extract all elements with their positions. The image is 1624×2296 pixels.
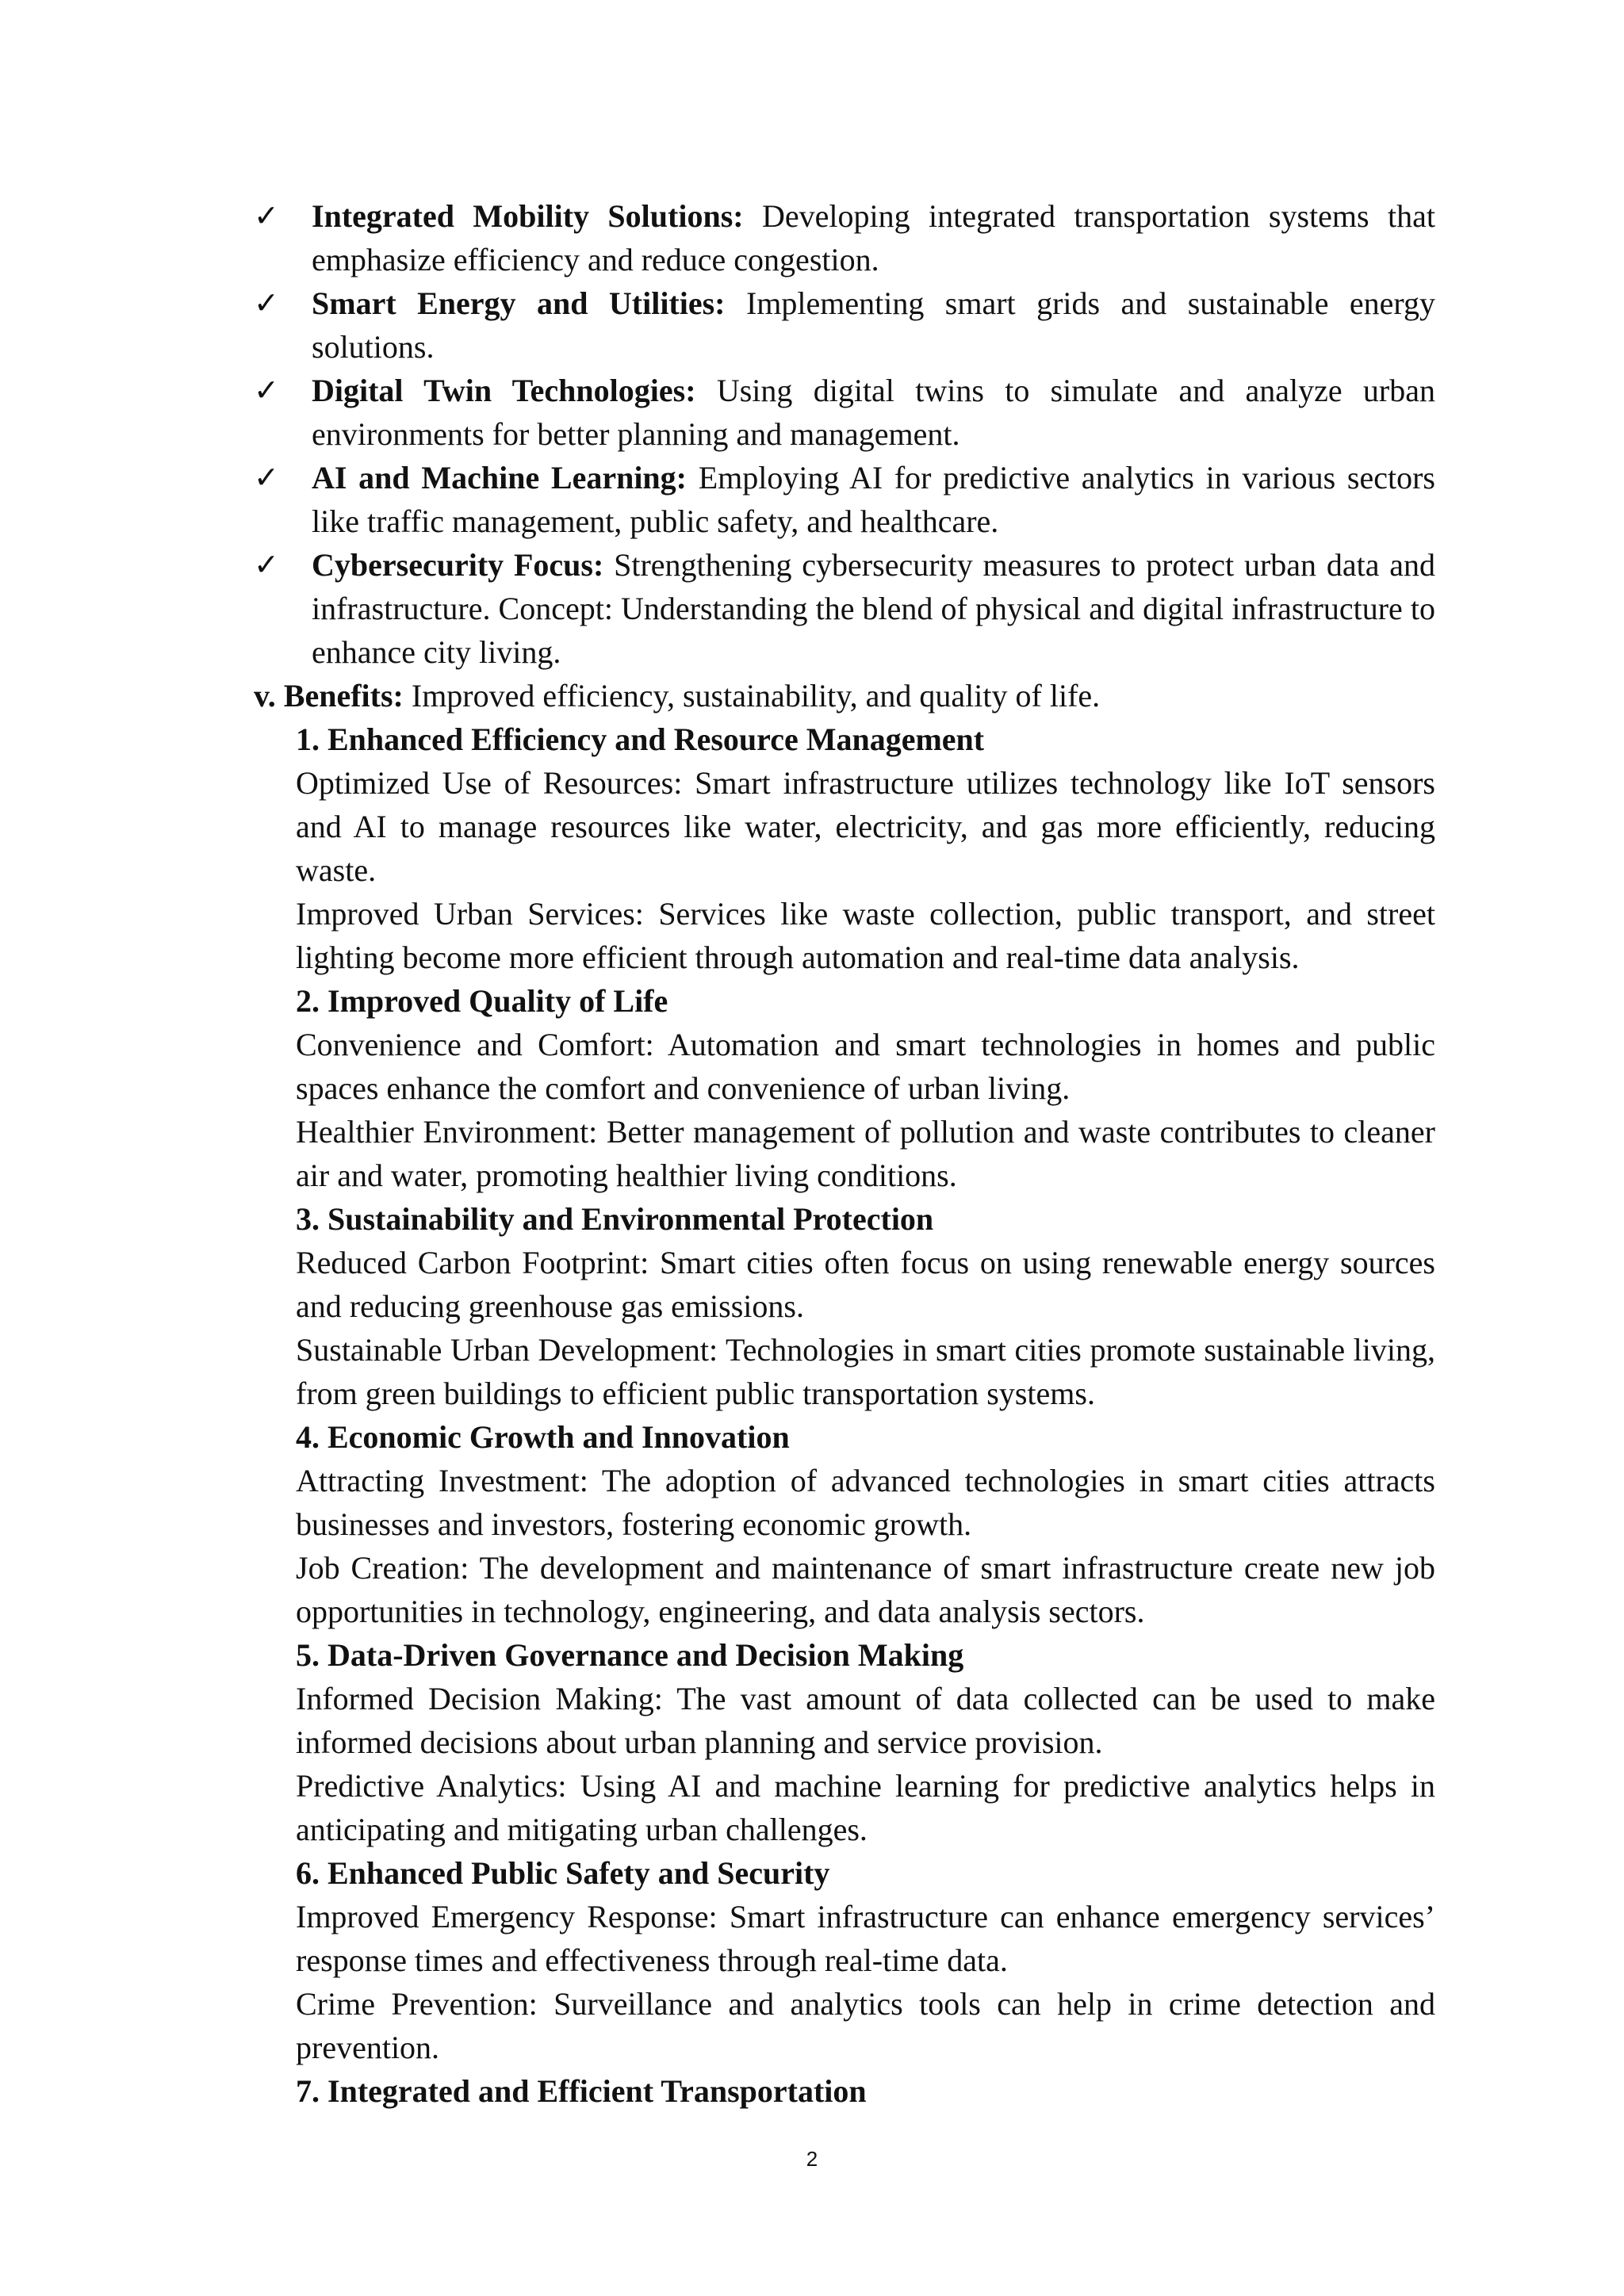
section-heading: 1. Enhanced Efficiency and Resource Management (296, 721, 985, 757)
section-paragraph: Optimized Use of Resources: Smart infrastructure utilizes technology like IoT sensors and AI to manage resources like water, electricity, and gas more efficiently, reducing waste. (296, 765, 1435, 888)
section-paragraph: Crime Prevention: Surveillance and analytics tools can help in crime detection and prevention. (296, 1986, 1435, 2065)
section (296, 1197, 1435, 1415)
section-paragraph: Informed Decision Making: The vast amount of data collected can be used to make informed decisions about urban planning and service provision. (296, 1681, 1435, 1760)
section-heading: 5. Data-Driven Governance and Decision Making (296, 1637, 964, 1673)
section (296, 1415, 1435, 1633)
checklist-item-title: Digital Twin Technologies: (312, 373, 696, 408)
section-paragraph: Improved Urban Services: Services like waste collection, public transport, and street lighting become more efficient through automation and real-time data analysis. (296, 896, 1435, 975)
checkmark-icon: ✓ (254, 373, 279, 408)
checklist-item (254, 194, 1435, 281)
checklist-item-text: Using digital twins to simulate and analyze urban environments for better planning and management. (312, 373, 1435, 452)
section (296, 1851, 1435, 2069)
checklist-item-text: Developing integrated transportation systems that emphasize efficiency and reduce congestion. (312, 198, 1436, 277)
section-paragraph: Improved Emergency Response: Smart infrastructure can enhance emergency services’ response times and effectiveness through real-time data. (296, 1899, 1435, 1978)
section (296, 979, 1435, 1197)
checklist-item-text: Implementing smart grids and sustainable energy solutions. (312, 285, 1436, 365)
benefits-line (254, 674, 1435, 718)
checklist-item-title: Smart Energy and Utilities: (312, 285, 726, 321)
section-paragraph: Reduced Carbon Footprint: Smart cities often focus on using renewable energy sources and reducing greenhouse gas emissions. (296, 1245, 1435, 1324)
benefits-label: v. Benefits: (254, 678, 404, 714)
checkmark-icon: ✓ (254, 460, 279, 495)
section (296, 1633, 1435, 1851)
checklist-item (254, 281, 1435, 369)
checkmark-icon: ✓ (254, 547, 279, 582)
checkmark-icon: ✓ (254, 285, 279, 320)
checklist-item-title: AI and Machine Learning: (312, 460, 688, 496)
section-heading: 2. Improved Quality of Life (296, 983, 668, 1019)
document-body (254, 194, 1435, 2113)
page-number: 2 (806, 2147, 818, 2171)
section-paragraph: Predictive Analytics: Using AI and machine learning for predictive analytics helps in anticipating and mitigating urban challenges. (296, 1768, 1435, 1847)
checklist-item-text: Strengthening cybersecurity measures to protect urban data and infrastructure. Concept: Understanding the blend of physical and digital infrastructure to enhance city living. (312, 547, 1436, 670)
checklist-item-title: Integrated Mobility Solutions: (312, 198, 744, 234)
section-heading: 7. Integrated and Efficient Transportation (296, 2073, 867, 2109)
section-heading: 3. Sustainability and Environmental Protection (296, 1201, 934, 1237)
section-paragraph: Job Creation: The development and maintenance of smart infrastructure create new job opportunities in technology, engineering, and data analysis sectors. (296, 1550, 1435, 1629)
section-paragraph: Convenience and Comfort: Automation and smart technologies in homes and public spaces enhance the comfort and convenience of urban living. (296, 1027, 1435, 1106)
checklist-item (254, 543, 1435, 674)
checklist (254, 194, 1435, 674)
checkmark-icon: ✓ (254, 198, 279, 233)
section-heading: 4. Economic Growth and Innovation (296, 1419, 790, 1455)
section (296, 718, 1435, 979)
section-paragraph: Sustainable Urban Development: Technologies in smart cities promote sustainable living, from green buildings to efficient public transportation systems. (296, 1332, 1435, 1411)
section-paragraph: Healthier Environment: Better management of pollution and waste contributes to cleaner air and water, promoting healthier living conditions. (296, 1114, 1435, 1193)
checklist-item (254, 369, 1435, 456)
checklist-item (254, 456, 1435, 543)
section-heading: 6. Enhanced Public Safety and Security (296, 1855, 830, 1891)
section (296, 2069, 1435, 2113)
checklist-item-title: Cybersecurity Focus: (312, 547, 604, 583)
section-paragraph: Attracting Investment: The adoption of advanced technologies in smart cities attracts businesses and investors, fostering economic growth. (296, 1463, 1435, 1542)
benefits-text: Improved efficiency, sustainability, and quality of life. (403, 678, 1101, 714)
checklist-item-text: Employing AI for predictive analytics in various sectors like traffic management, public safety, and healthcare. (312, 460, 1435, 539)
